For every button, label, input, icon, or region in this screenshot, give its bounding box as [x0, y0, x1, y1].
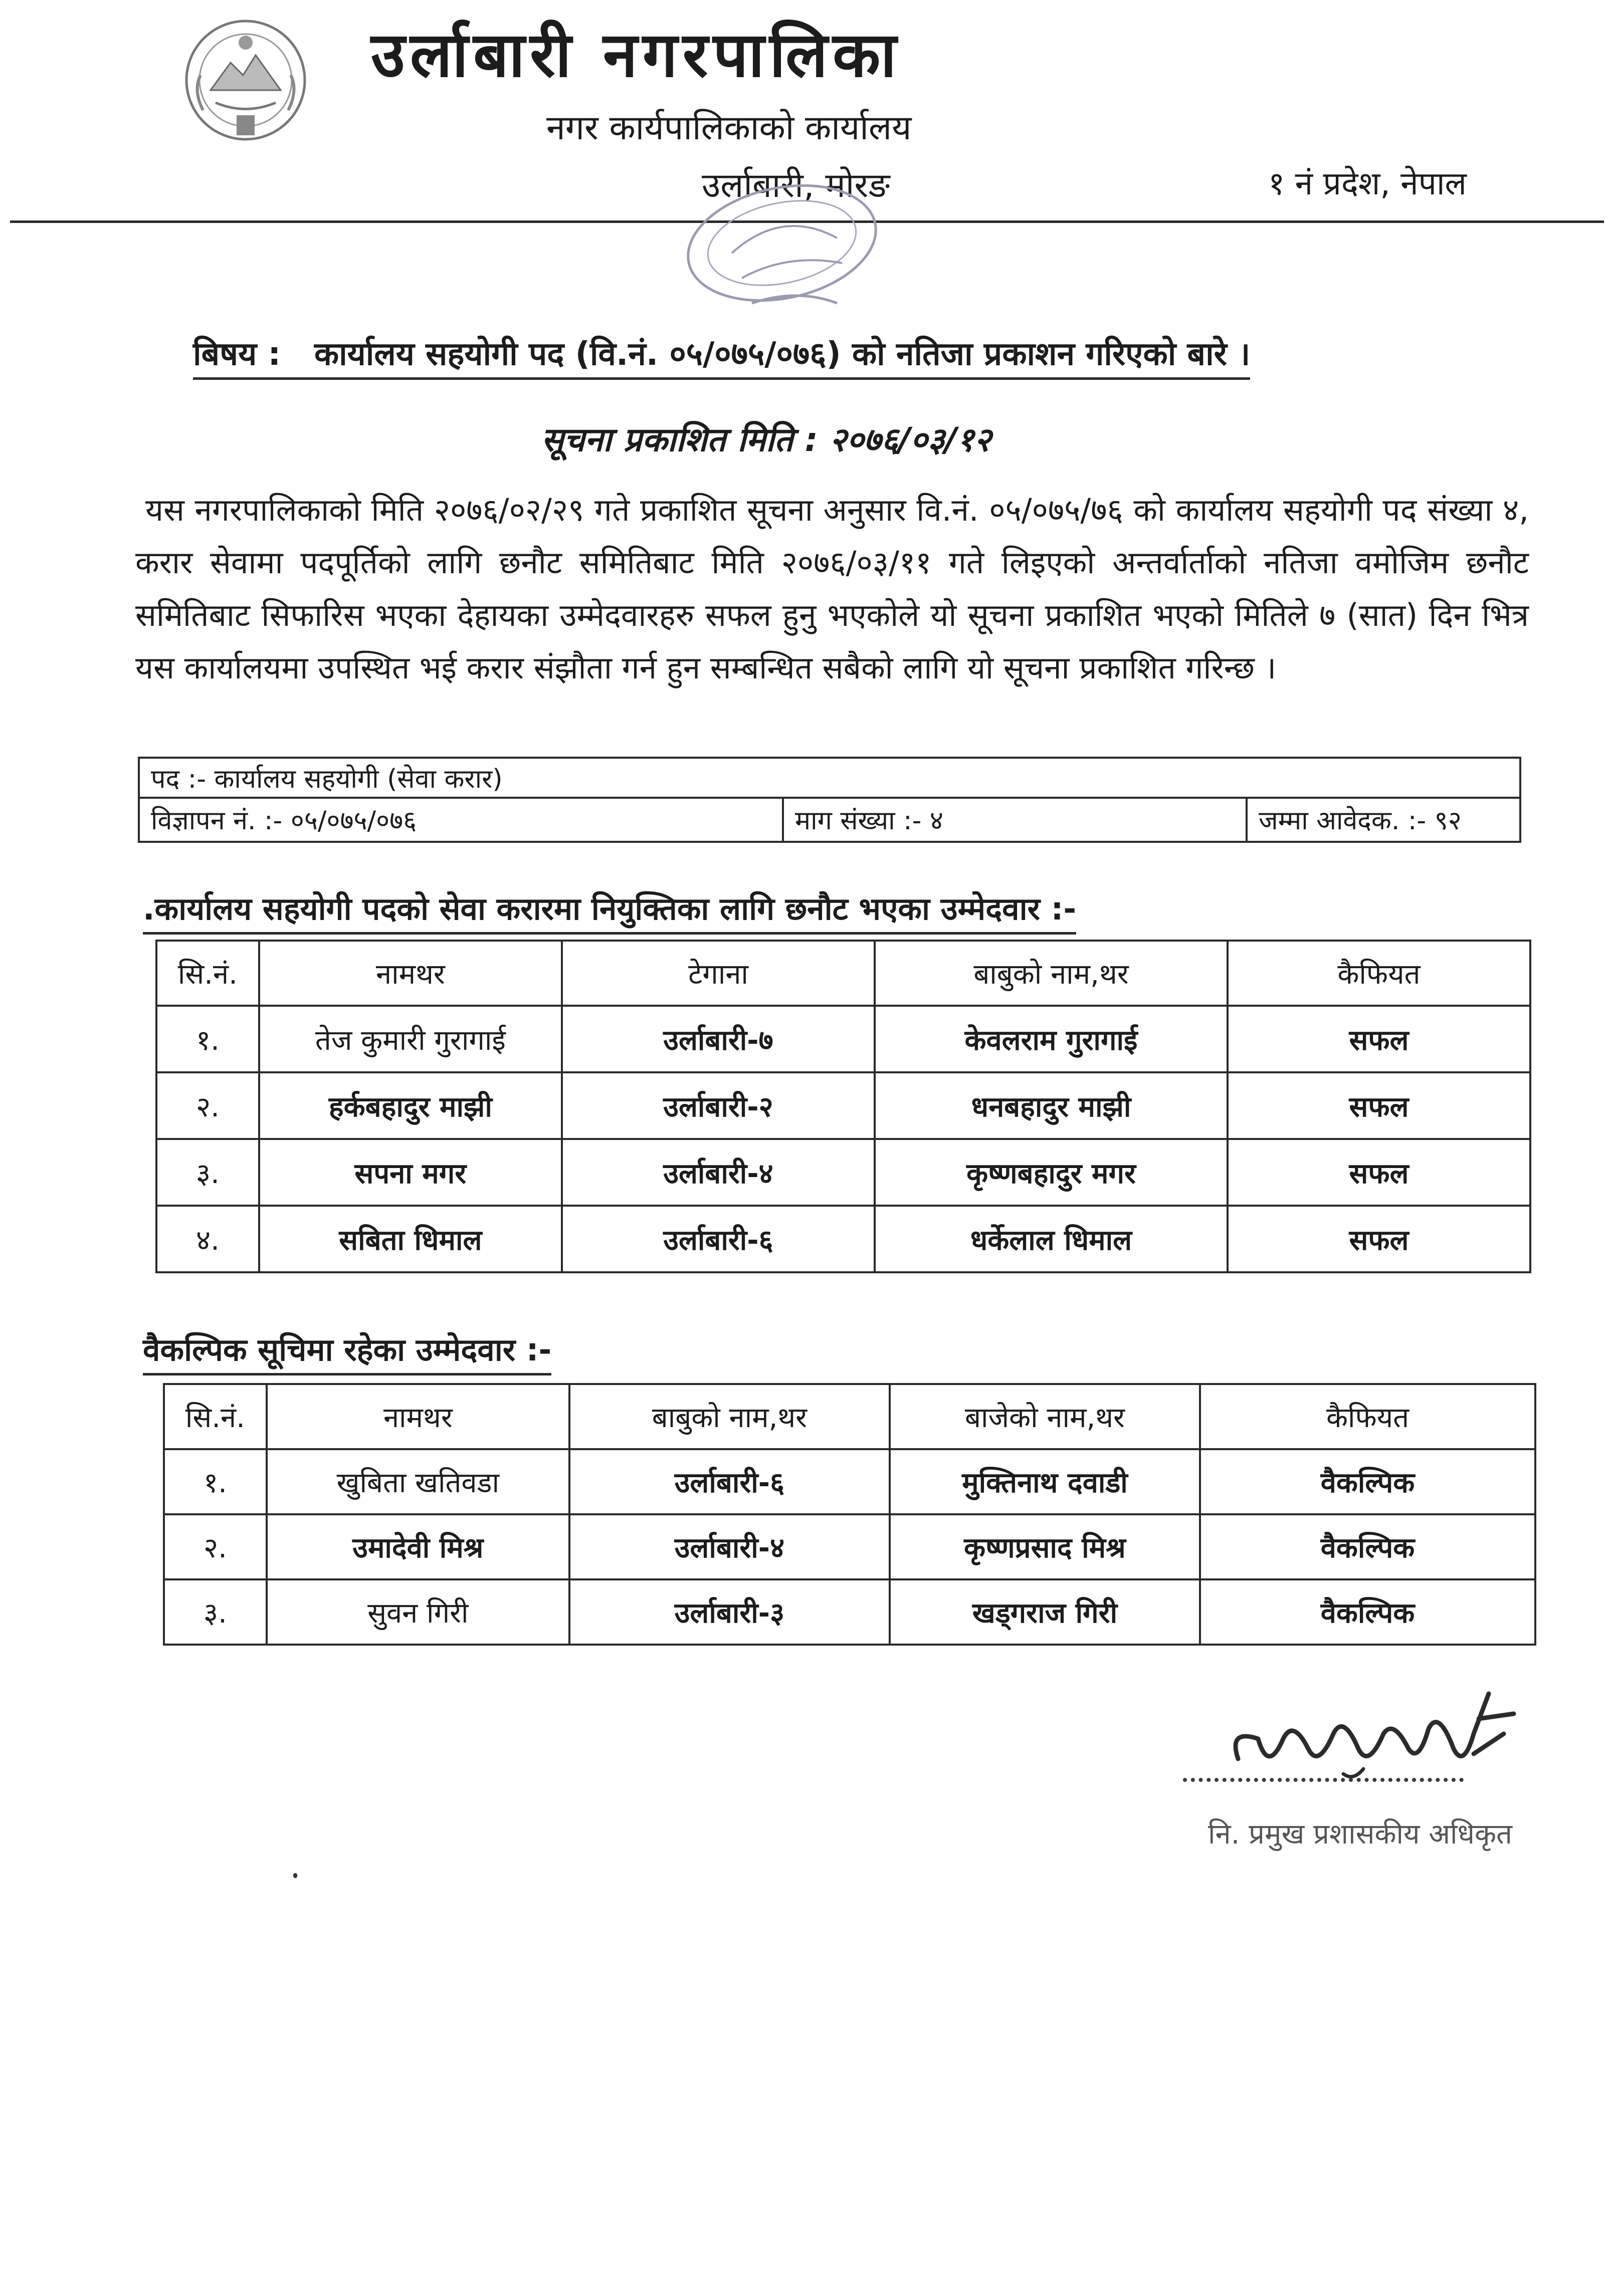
signature-line [1183, 1778, 1464, 1782]
remarks-cell: सफल [1228, 1139, 1530, 1206]
nepal-government-emblem-icon [180, 15, 311, 145]
column-header: कैफियत [1228, 941, 1530, 1006]
serial-cell: १. [164, 1449, 267, 1514]
table-row [164, 1579, 1535, 1645]
table-row [156, 1206, 1530, 1272]
name-cell: सबिता धिमाल [259, 1206, 562, 1272]
table-row [164, 1514, 1535, 1579]
father-name-cell: कृष्णबहादुर मगर [875, 1139, 1228, 1206]
serial-cell: १. [156, 1006, 259, 1072]
remarks-cell: सफल [1228, 1006, 1530, 1072]
scan-speck [293, 1873, 297, 1878]
name-cell: सुवन गिरी [267, 1579, 569, 1645]
post-row [140, 759, 1519, 799]
table-row [156, 1006, 1530, 1072]
table-row [164, 1449, 1535, 1514]
father-name-cell: उर्लाबारी-४ [569, 1514, 890, 1579]
father-name-cell: उर्लाबारी-६ [569, 1449, 890, 1514]
selected-candidates-table [155, 940, 1531, 1273]
father-name-cell: उर्लाबारी-३ [569, 1579, 890, 1645]
column-header: सि.नं. [156, 941, 259, 1006]
column-header: टेगाना [562, 941, 875, 1006]
column-header: नामथर [267, 1384, 569, 1449]
remarks-cell: वैकल्पिक [1200, 1449, 1535, 1514]
alternate-candidates-heading: वैकल्पिक सूचिमा रहेका उम्मेदवार :- [143, 1328, 551, 1375]
subject-text: कार्यालय सहयोगी पद (वि.नं. ०५/०७५/०७६) को नतिजा प्रकाशन गरिएको बारे । [314, 336, 1251, 373]
serial-cell: ३. [164, 1579, 267, 1645]
name-cell: खुबिता खतिवडा [267, 1449, 569, 1514]
grandfather-name-cell: कृष्णप्रसाद मिश्र [890, 1514, 1200, 1579]
grandfather-name-cell: खड्गराज गिरी [890, 1579, 1200, 1645]
name-cell: उमादेवी मिश्र [267, 1514, 569, 1579]
name-cell: सपना मगर [259, 1139, 562, 1206]
table-row [156, 1072, 1530, 1139]
selected-candidates-heading: .कार्यालय सहयोगी पदको सेवा करारमा नियुक्तिका लागि छनौट भएका उम्मेदवार :- [143, 887, 1076, 935]
notice-body-paragraph: यस नगरपालिकाको मिति २०७६/०२/२९ गते प्रकाशित सूचना अनुसार वि.नं. ०५/०७५/७६ को कार्यालय सहयोगी पद संख्या ४, करार सेवामा पदपूर्तिको लागि छनौट समितिबाट मिति २०७६/०३/११ गते लिइएको अन्तर्वार्ताको नतिजा वमोजिम छनौट समितिबाट सिफारिस भएका देहायका उम्मेदवारहरु सफल हुनु भएकोले यो सूचना प्रकाशित भएको मितिले ७ (सात) दिन भित्र यस कार्यालयमा उपस्थित भई करार संझौता गर्न हुन सम्बन्धित सबैको लागि यो सूचना प्रकाशित गरिन्छ । [135, 492, 1529, 686]
office-stamp-icon [677, 178, 887, 328]
column-header: नामथर [259, 941, 562, 1006]
table-header-row [164, 1384, 1535, 1449]
father-name-cell: केवलराम गुरागाई [875, 1006, 1228, 1072]
signatory-title: नि. प्रमुख प्रशासकीय अधिकृत [1208, 1818, 1512, 1851]
address-cell: उर्लाबारी-७ [562, 1006, 875, 1072]
address-cell: उर्लाबारी-२ [562, 1072, 875, 1139]
subject-line [193, 331, 1250, 380]
notice-publish-date: सूचना प्रकाशित मिति : २०७६/०३/१२ [541, 420, 991, 459]
column-header: बाबुको नाम,थर [569, 1384, 890, 1449]
total-applicants: जम्मा आवेदक. :- ९२ [1259, 806, 1462, 836]
municipality-name: उर्लाबारी नगरपालिका [371, 19, 902, 91]
column-header: बाजेको नाम,थर [890, 1384, 1200, 1449]
demand-count: माग संख्या :- ४ [784, 799, 1248, 843]
alternate-candidates-table [163, 1383, 1536, 1646]
table-row [156, 1139, 1530, 1206]
name-cell: हर्कबहादुर माझी [259, 1072, 562, 1139]
serial-cell: ४. [156, 1206, 259, 1272]
serial-cell: २. [156, 1072, 259, 1139]
office-address: उर्लाबारी, मोरङ [702, 166, 890, 205]
serial-cell: ३. [156, 1139, 259, 1206]
name-cell: तेज कुमारी गुरागाई [259, 1006, 562, 1072]
remarks-cell: वैकल्पिक [1200, 1514, 1535, 1579]
remarks-cell: सफल [1228, 1206, 1530, 1272]
column-header: सि.नं. [164, 1384, 267, 1449]
advertisement-number: विज्ञापन नं. :- ०५/०७५/०७६ [140, 799, 784, 843]
post-label: पद :- कार्यालय सहयोगी (सेवा करार) [151, 764, 503, 794]
column-header: कैफियत [1200, 1384, 1535, 1449]
column-header: बाबुको नाम,थर [875, 941, 1228, 1006]
grandfather-name-cell: मुक्तिनाथ दवाडी [890, 1449, 1200, 1514]
remarks-cell: सफल [1228, 1072, 1530, 1139]
address-cell: उर्लाबारी-४ [562, 1139, 875, 1206]
post-info-box [138, 757, 1521, 843]
table-header-row [156, 941, 1530, 1006]
office-name: नगर कार्यपालिकाको कार्यालय [546, 108, 912, 148]
remarks-cell: वैकल्पिक [1200, 1579, 1535, 1645]
serial-cell: २. [164, 1514, 267, 1579]
father-name-cell: धनबहादुर माझी [875, 1072, 1228, 1139]
handwritten-signature-icon [1193, 1674, 1534, 1784]
province-label: १ नं प्रदेश, नेपाल [1268, 165, 1467, 202]
address-cell: उर्लाबारी-६ [562, 1206, 875, 1272]
subject-label: बिषय : [193, 336, 281, 373]
father-name-cell: धर्केलाल धिमाल [875, 1206, 1228, 1272]
